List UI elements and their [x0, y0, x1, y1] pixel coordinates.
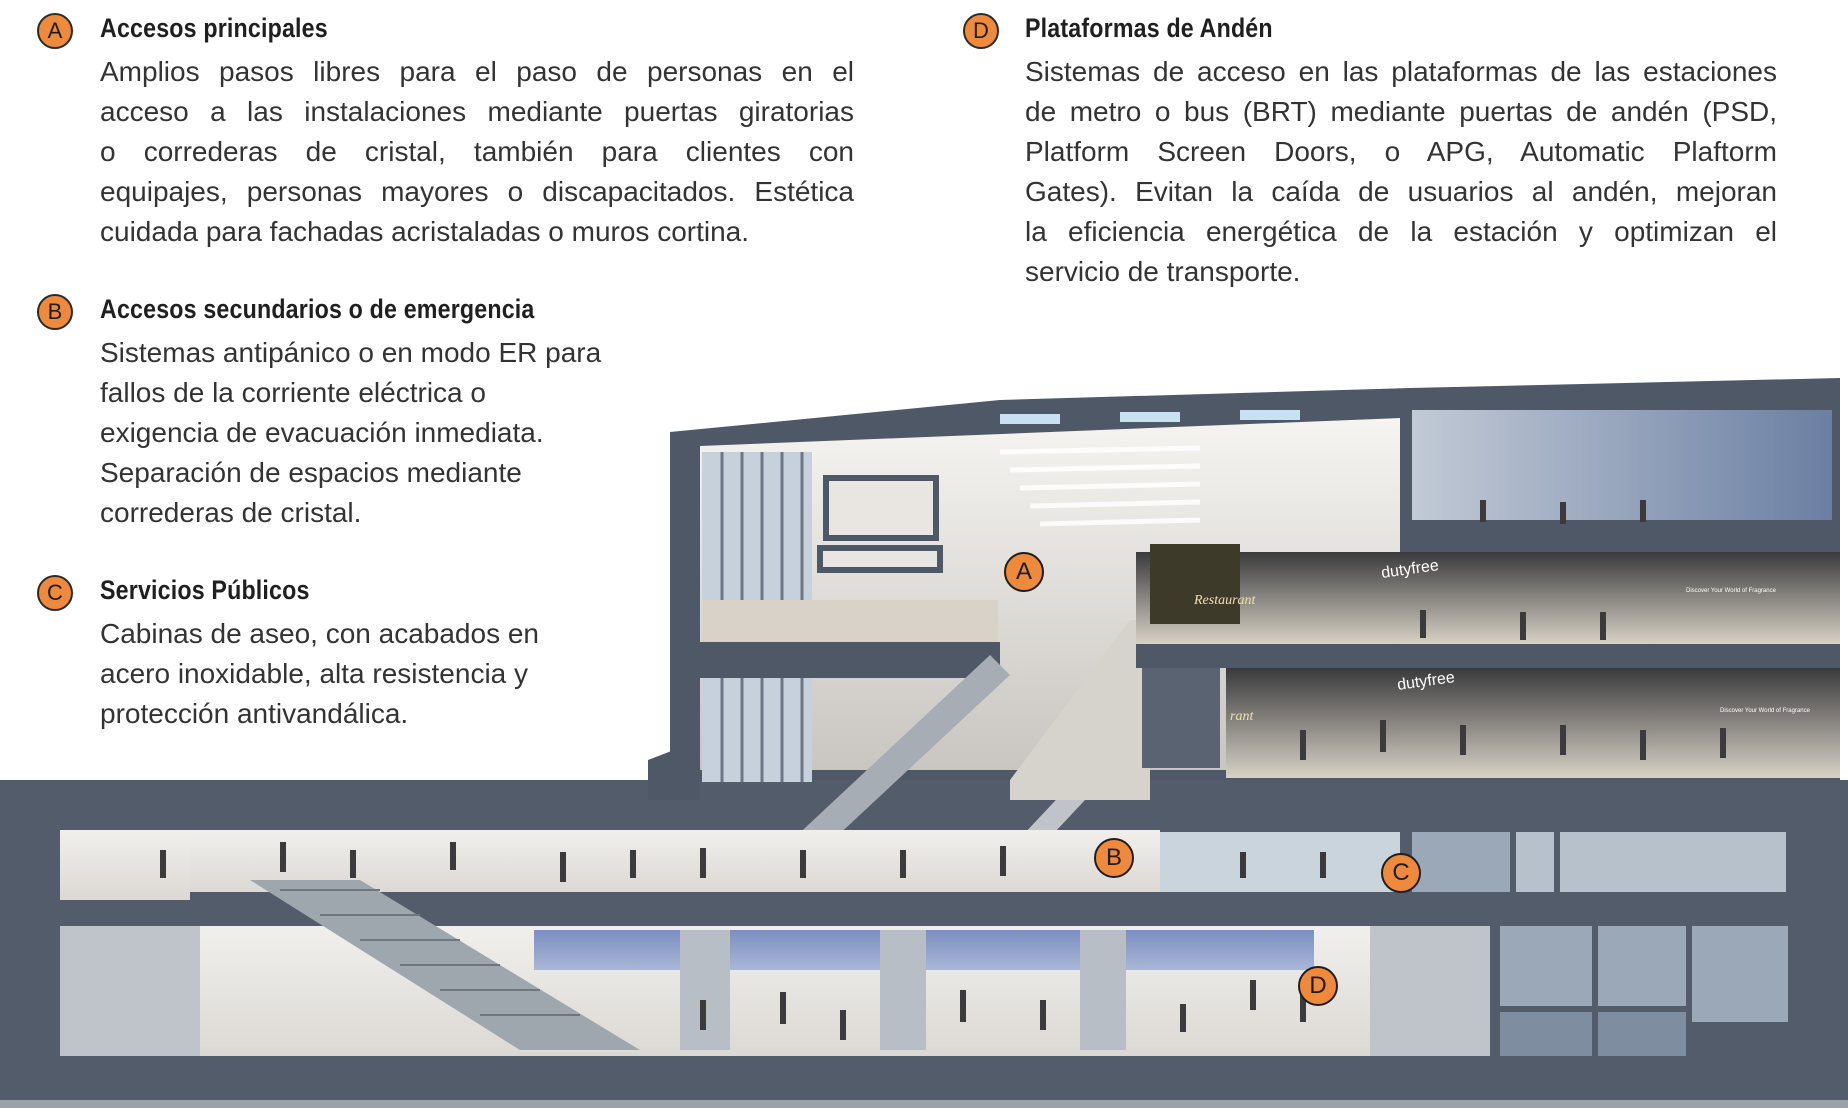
- concourse-room-right: [1160, 832, 1400, 892]
- section-b-line: fallos de la corriente eléctrica o: [100, 377, 486, 408]
- restaurant-panel: [1150, 544, 1240, 624]
- section-c-title: Servicios Públicos: [100, 575, 310, 605]
- service-room: [1412, 832, 1510, 892]
- marker-a: A: [1004, 552, 1044, 592]
- badge-a: A: [37, 13, 73, 49]
- skylight: [1240, 410, 1300, 420]
- tech-room: [1500, 1012, 1592, 1056]
- section-b-line: Separación de espacios mediante: [100, 457, 522, 488]
- section-d-title: Plataformas de Andén: [1025, 13, 1273, 43]
- section-b-line: correderas de cristal.: [100, 497, 362, 528]
- sign-discover-upper: Discover Your World of Fragrance: [1686, 588, 1776, 594]
- tech-room: [1692, 926, 1788, 1022]
- section-b-title: Accesos secundarios o de emergencia: [100, 294, 535, 324]
- tech-room: [1598, 1012, 1686, 1056]
- section-b-line: Sistemas antipánico o en modo ER para: [100, 337, 602, 368]
- platform-pillar: [880, 930, 926, 1050]
- upper-deck-room: [1412, 410, 1832, 520]
- mezzanine-floor: [702, 600, 998, 642]
- section-a-title: Accesos principales: [100, 13, 328, 43]
- platform-side-wall: [60, 926, 200, 1056]
- platform-pillar: [680, 930, 730, 1050]
- sign-dutyfree-upper: dutyfree: [1380, 557, 1440, 582]
- marker-c: C: [1381, 853, 1421, 893]
- section-d-line: Sistemas de acceso en las plataformas de las estaciones: [1025, 56, 1777, 87]
- section-d-line: Gates). Evitan la caída de usuarios al andén, mejoran: [1025, 176, 1777, 207]
- section-b-line: exigencia de evacuación inmediata.: [100, 417, 544, 448]
- platform-pillar: [1080, 930, 1126, 1050]
- section-d-line: la eficiencia energética de la estación y optimizan el: [1025, 216, 1777, 247]
- section-c-line: protección antivandálica.: [100, 698, 409, 729]
- skylight: [1120, 412, 1180, 422]
- marker-d: D: [1298, 966, 1338, 1006]
- marker-b: B: [1094, 838, 1134, 878]
- tech-room: [1500, 926, 1592, 1006]
- hanging-box: [826, 478, 936, 538]
- sign-restaurant-lower: rant: [1230, 709, 1254, 724]
- ground-strip: [0, 1100, 1848, 1108]
- section-c-line: acero inoxidable, alta resistencia y: [100, 658, 529, 689]
- section-d-line: de metro o bus (BRT) mediante puertas de andén (PSD,: [1025, 96, 1777, 127]
- section-a-line: equipajes, personas mayores o discapacitados. Estética: [100, 176, 854, 207]
- badge-c: C: [37, 575, 73, 611]
- badge-d: D: [963, 13, 999, 49]
- sign-dutyfree-lower: dutyfree: [1396, 669, 1456, 694]
- sign-discover-lower: Discover Your World of Fragrance: [1720, 708, 1810, 714]
- hanging-box: [820, 548, 940, 570]
- concourse-room-left: [60, 830, 190, 900]
- badge-b: B: [37, 294, 73, 330]
- section-c-line: Cabinas de aseo, con acabados en: [100, 618, 539, 649]
- section-a-line: Amplios pasos libres para el paso de personas en el: [100, 56, 854, 87]
- section-a-line: cuidada para fachadas acristaladas o muros cortina.: [100, 216, 750, 247]
- service-room: [1560, 832, 1786, 892]
- skylight: [1000, 414, 1060, 424]
- platform-side-wall: [1370, 926, 1490, 1056]
- mid-slab: [1136, 644, 1840, 668]
- upper-deck-slab: [1400, 528, 1840, 552]
- section-a-line: acceso a las instalaciones mediante puertas giratorias: [100, 96, 854, 127]
- section-d-line: servicio de transporte.: [1025, 256, 1301, 287]
- tech-room: [1598, 926, 1686, 1006]
- sign-restaurant-upper: Restaurant: [1194, 593, 1256, 608]
- mezzanine-slab: [700, 642, 1000, 678]
- section-d-line: Platform Screen Doors, o APG, Automatic Plaftorm: [1025, 136, 1777, 167]
- section-a-line: o correderas de cristal, también para clientes con: [100, 136, 854, 167]
- service-room: [1516, 832, 1554, 892]
- lower-left-room: [1142, 668, 1220, 768]
- lower-shop-band: [1226, 668, 1840, 778]
